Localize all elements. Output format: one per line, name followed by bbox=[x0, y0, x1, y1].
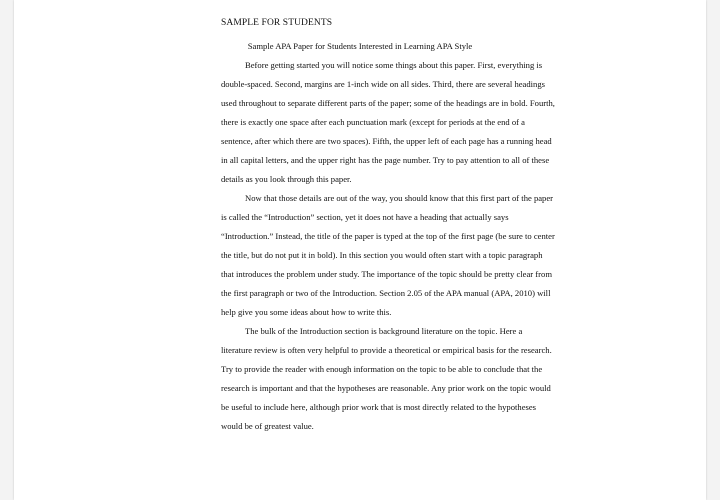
paragraph-1-line-1: Before getting started you will notice some things about this paper. First, everything is bbox=[245, 60, 543, 70]
paragraph-3-line-5: be useful to include here, although prior work that is most directly related to the hypotheses bbox=[221, 402, 537, 412]
paragraph-1-line-7: details as you look through this paper. bbox=[221, 174, 352, 184]
paragraph-2-line-1: Now that those details are out of the way, you should know that this first part of the paper bbox=[245, 193, 554, 203]
paragraph-1-line-5: sentence, after which there are two spaces). Fifth, the upper left of each page has a running head bbox=[221, 136, 552, 146]
paragraph-3-line-6: would be of greatest value. bbox=[221, 421, 314, 431]
paragraph-3-line-4: research is important and that the hypotheses are reasonable. Any prior work on the topic would bbox=[221, 383, 551, 393]
paragraph-2-line-5: that introduces the problem under study. The importance of the topic should be pretty clear from bbox=[221, 269, 553, 279]
paragraph-2-line-4: the title, but do not put it in bold). In this section you would often start with a topic paragraph bbox=[221, 250, 543, 260]
paragraph-3-line-1: The bulk of the Introduction section is background literature on the topic. Here a bbox=[245, 326, 523, 336]
running-head: SAMPLE FOR STUDENTS bbox=[221, 18, 333, 28]
paragraph-2-line-3: “Introduction.” Instead, the title of the paper is typed at the top of the first page (be sure to center bbox=[221, 231, 555, 241]
paragraph-1-line-3: used throughout to separate different parts of the paper; some of the headings are in bold. Fourth, bbox=[221, 98, 555, 108]
document-page bbox=[14, 0, 706, 500]
paragraph-2-line-6: the first paragraph or two of the Introduction. Section 2.05 of the APA manual (APA, 2010) will bbox=[221, 288, 551, 298]
paragraph-1-line-6: in all capital letters, and the upper right has the page number. Try to pay attention to all of these bbox=[221, 155, 550, 165]
paragraph-1-line-4: there is exactly one space after each punctuation mark (except for periods at the end of a bbox=[221, 117, 525, 127]
paragraph-1-line-2: double-spaced. Second, margins are 1-inch wide on all sides. Third, there are several headings bbox=[221, 79, 545, 89]
paper-title: Sample APA Paper for Students Interested in Learning APA Style bbox=[247, 41, 473, 51]
paragraph-3-line-2: literature review is often very helpful to provide a theoretical or empirical basis for the research. bbox=[221, 345, 552, 355]
paragraph-2-line-2: is called the “Introduction” section, yet it does not have a heading that actually says bbox=[221, 212, 509, 222]
paragraph-3-line-3: Try to provide the reader with enough information on the topic to be able to conclude that the bbox=[221, 364, 543, 374]
paragraph-2-line-7: help give you some ideas about how to write this. bbox=[221, 307, 392, 317]
